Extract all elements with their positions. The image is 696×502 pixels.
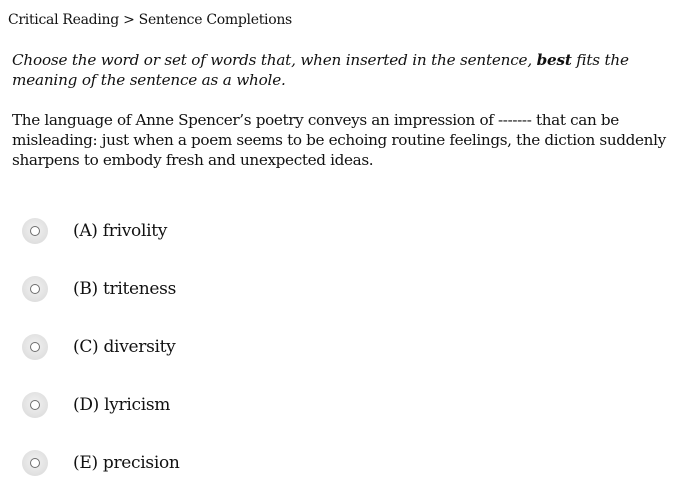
answer-choice-b[interactable]: [22, 274, 176, 304]
answer-choice-d[interactable]: [22, 390, 170, 420]
radio-button-b[interactable]: [22, 276, 48, 302]
radio-circle-icon: [30, 284, 40, 294]
instructions-text-before: Choose the word or set of words that, when inserted in the sentence,: [12, 51, 537, 69]
radio-circle-icon: [30, 400, 40, 410]
radio-button-e[interactable]: [22, 450, 48, 476]
answer-choice-label[interactable]: (A) frivolity: [73, 221, 168, 241]
answer-choice-label[interactable]: (D) lyricism: [73, 395, 171, 415]
breadcrumb-section[interactable]: Critical Reading: [8, 12, 119, 28]
breadcrumb-subsection: Sentence Completions: [138, 12, 292, 28]
radio-button-d[interactable]: [22, 392, 48, 418]
breadcrumb-separator: >: [123, 12, 135, 28]
answer-choice-a[interactable]: [22, 216, 167, 246]
question-sentence: The language of Anne Spencer’s poetry conveys an impression of ------- that can be misleading: just when a poem seems to be echoing routine feelings, the diction suddenly sharpens to embody fresh and unexpected ideas.: [12, 111, 666, 169]
answer-choice-c[interactable]: [22, 332, 175, 362]
instructions-text-after: fits the meaning of the sentence as a whole.: [12, 51, 629, 89]
answer-choice-e[interactable]: [22, 448, 180, 478]
question-instructions: [12, 50, 692, 90]
radio-circle-icon: [30, 342, 40, 352]
breadcrumb: [8, 12, 292, 28]
radio-circle-icon: [30, 226, 40, 236]
radio-button-a[interactable]: [22, 218, 48, 244]
radio-circle-icon: [30, 458, 40, 468]
instructions-emphasis: best: [536, 51, 572, 69]
answer-choice-label[interactable]: (E) precision: [73, 453, 180, 473]
answer-choice-label[interactable]: (B) triteness: [73, 279, 177, 299]
answer-choice-label[interactable]: (C) diversity: [73, 337, 176, 357]
radio-button-c[interactable]: [22, 334, 48, 360]
